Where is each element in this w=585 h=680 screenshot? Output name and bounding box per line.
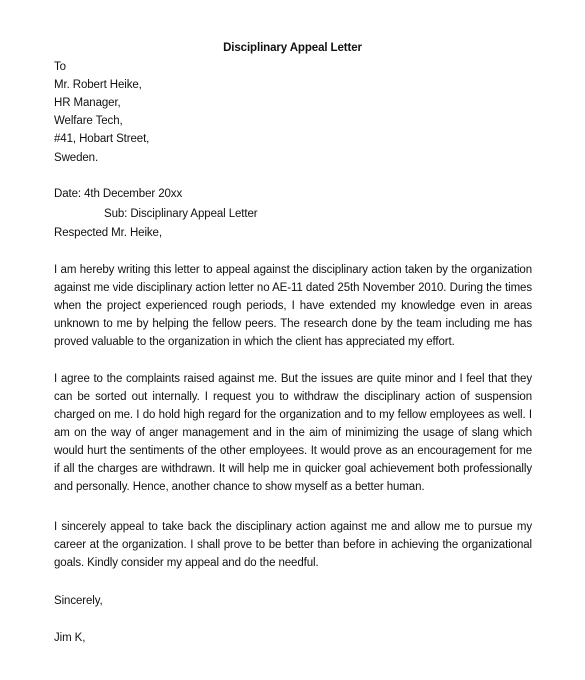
recipient-name: Mr. Robert Heike, — [54, 79, 142, 91]
salutation: Respected Mr. Heike, — [54, 227, 162, 239]
recipient-position: HR Manager, — [54, 97, 121, 109]
body-paragraph-3: I sincerely appeal to take back the disciplinary action against me and allow me to pursue my career at the organization. I shall prove to be better than before in achieving the organizational goals. Kindly consider my appeal and do the needful. — [54, 521, 532, 569]
letter-date: Date: 4th December 20xx — [54, 188, 183, 200]
recipient-to: To — [54, 61, 66, 73]
signature: Jim K, — [54, 632, 86, 644]
letter-title: Disciplinary Appeal Letter — [223, 42, 362, 54]
body-paragraph-1: I am hereby writing this letter to appeal against the disciplinary action taken by the organization against me vide disciplinary action letter no AE-11 dated 25th November 2010. During the times when the project experienced rough periods, I have extended my knowledge even in areas unknown to me by helping the fellow peers. The research done by the team including me has proved valuable to the organization in which the client has appreciated my effort. — [54, 264, 532, 348]
recipient-company: Welfare Tech, — [54, 115, 123, 127]
body-paragraph-2: I agree to the complaints raised against me. But the issues are quite minor and I feel that they can be sorted out internally. I request you to withdraw the disciplinary action of suspension charged on me. I do hold high regard for the organization and to my fellow employees as well. I am on the way of anger management and in the aim of minimizing the usage of slang which would hurt the sentiments of the other employees. It would prove as an encouragement for me if all the charges are withdrawn. It will help me in quicker goal achievement both professionally and personally. Hence, another chance to show myself as a better human. — [54, 373, 532, 493]
recipient-country: Sweden. — [54, 152, 99, 164]
letter-subject: Sub: Disciplinary Appeal Letter — [104, 208, 258, 220]
closing: Sincerely, — [54, 595, 103, 607]
recipient-street: #41, Hobart Street, — [54, 133, 150, 145]
